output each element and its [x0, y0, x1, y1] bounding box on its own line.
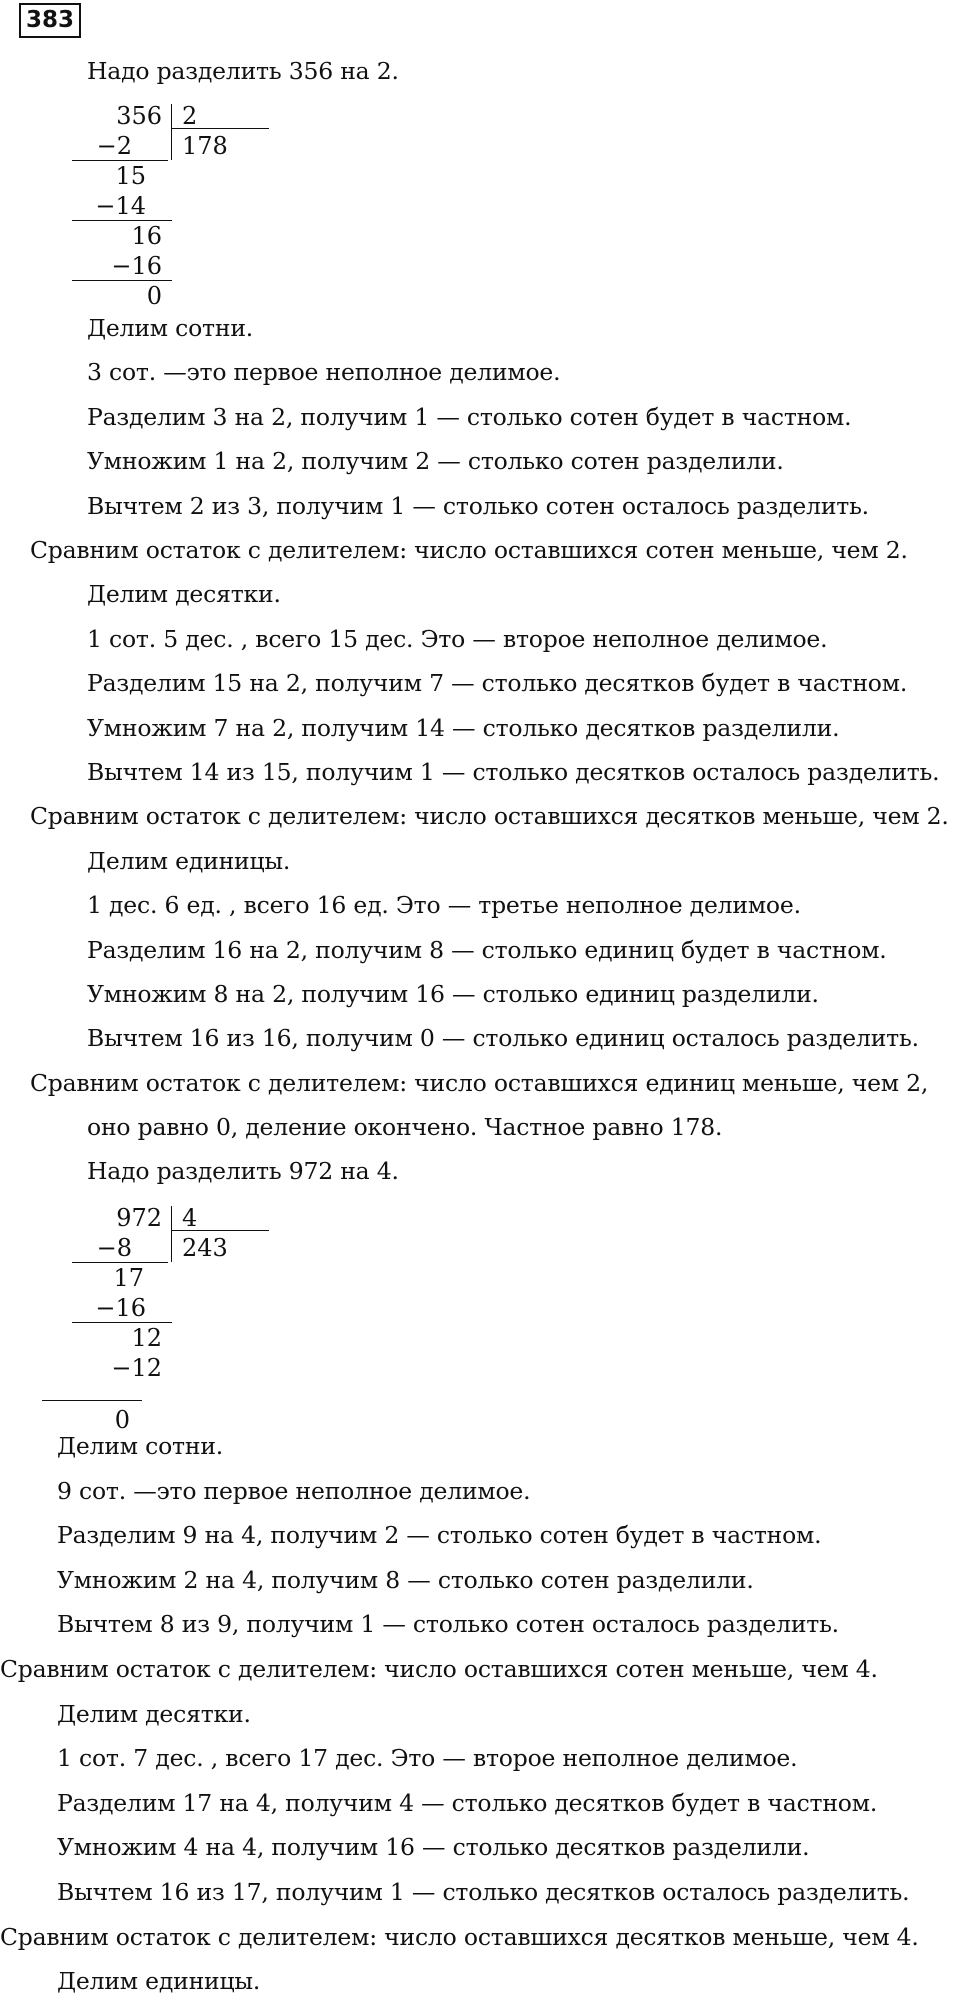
division2-underline-1 — [72, 1262, 168, 1263]
division1-line-10: Умножим 7 на 2, получим 14 — столько десятков разделили. — [87, 713, 840, 742]
division1-line-12: Сравним остаток с делителем: число оставшихся десятков меньше, чем 2. — [30, 802, 949, 831]
division2-line-1: Делим сотни. — [57, 1432, 224, 1460]
division1-step-5: −16 — [111, 252, 162, 280]
division1-line-17: Вычтем 16 из 16, получим 0 — столько единиц осталось разделить. — [87, 1024, 919, 1053]
division2-line-12: Сравним остаток с делителем: число оставшихся десятков меньше, чем 4. — [0, 1922, 919, 1951]
division1-line-7: Делим десятки. — [87, 580, 281, 609]
division2-quotient: 243 — [182, 1234, 228, 1262]
division2-underline-3 — [42, 1400, 142, 1401]
division1-line-4: Умножим 1 на 2, получим 2 — столько сотен разделили. — [87, 447, 784, 476]
division1-divider-horizontal — [171, 128, 269, 129]
division1-line-1: Делим сотни. — [87, 314, 254, 342]
division1-line-2: 3 сот. —это первое неполное делимое. — [87, 358, 561, 387]
division2-step-1: −8 — [96, 1234, 132, 1262]
division2-line-5: Вычтем 8 из 9, получим 1 — столько сотен осталось разделить. — [57, 1610, 839, 1639]
division2-line-3: Разделим 9 на 4, получим 2 — столько сотен будет в частном. — [57, 1521, 822, 1550]
division2-step-4: 12 — [131, 1324, 162, 1352]
division1-line-18: Сравним остаток с делителем: число оставшихся единиц меньше, чем 2, — [30, 1068, 929, 1097]
division2-step-5: −12 — [111, 1354, 162, 1382]
division2-line-4: Умножим 2 на 4, получим 8 — столько сотен разделили. — [57, 1565, 754, 1594]
division2-step-6: 0 — [114, 1406, 130, 1434]
division2-step-2: 17 — [113, 1264, 144, 1292]
division1-divisor: 2 — [182, 102, 198, 130]
division1-intro: Надо разделить 356 на 2. — [87, 57, 399, 85]
division2-line-11: Вычтем 16 из 17, получим 1 — столько десятков осталось разделить. — [57, 1878, 910, 1906]
division1-line-6: Сравним остаток с делителем: число оставшихся сотен меньше, чем 2. — [30, 536, 908, 564]
division1-line-14: 1 дес. 6 ед. , всего 16 ед. Это — третье неполное делимое. — [87, 891, 801, 920]
division2-line-9: Разделим 17 на 4, получим 4 — столько десятков будет в частном. — [57, 1788, 878, 1817]
division2-line-7: Делим десятки. — [57, 1699, 251, 1728]
division1-divider-vertical — [171, 104, 172, 160]
division1-line-8: 1 сот. 5 дес. , всего 15 дес. Это — второе неполное делимое. — [87, 624, 828, 653]
division1-line-16: Умножим 8 на 2, получим 16 — столько единиц разделили. — [87, 980, 819, 1008]
division1-underline-3 — [72, 280, 172, 281]
division2-divider-vertical — [171, 1206, 172, 1262]
division1-step-6: 0 — [146, 282, 162, 310]
division2-dividend: 972 — [116, 1204, 162, 1232]
division1-line-3: Разделим 3 на 2, получим 1 — столько сотен будет в частном. — [87, 402, 852, 431]
division2-line-6: Сравним остаток с делителем: число оставшихся сотен меньше, чем 4. — [0, 1655, 878, 1683]
division2-step-3: −16 — [95, 1294, 146, 1322]
division2-divisor: 4 — [182, 1204, 198, 1232]
division1-step-1: −2 — [96, 132, 132, 160]
division2-underline-2 — [72, 1322, 172, 1323]
division1-step-3: −14 — [95, 192, 146, 220]
division1-quotient: 178 — [182, 132, 228, 160]
division1-line-11: Вычтем 14 из 15, получим 1 — столько десятков осталось разделить. — [87, 758, 940, 786]
division1-underline-1 — [72, 160, 168, 161]
division2-line-2: 9 сот. —это первое неполное делимое. — [57, 1476, 531, 1505]
division1-line-15: Разделим 16 на 2, получим 8 — столько единиц будет в частном. — [87, 935, 887, 964]
division2-divider-horizontal — [171, 1230, 269, 1231]
division1-underline-2 — [72, 220, 172, 221]
division1-line-19: оно равно 0, деление окончено. Частное равно 178. — [87, 1113, 723, 1142]
division2-line-10: Умножим 4 на 4, получим 16 — столько десятков разделили. — [57, 1833, 810, 1862]
division1-step-2: 15 — [115, 162, 146, 190]
division2-line-13: Делим единицы. — [57, 1967, 261, 1996]
division2-intro: Надо разделить 972 на 4. — [87, 1157, 399, 1185]
division1-dividend: 356 — [116, 102, 162, 130]
task-number: 383 — [19, 3, 81, 38]
division2-line-8: 1 сот. 7 дес. , всего 17 дес. Это — второе неполное делимое. — [57, 1744, 798, 1773]
division1-line-9: Разделим 15 на 2, получим 7 — столько десятков будет в частном. — [87, 669, 908, 698]
division1-line-13: Делим единицы. — [87, 846, 291, 875]
division1-step-4: 16 — [131, 222, 162, 250]
division1-line-5: Вычтем 2 из 3, получим 1 — столько сотен осталось разделить. — [87, 491, 869, 520]
